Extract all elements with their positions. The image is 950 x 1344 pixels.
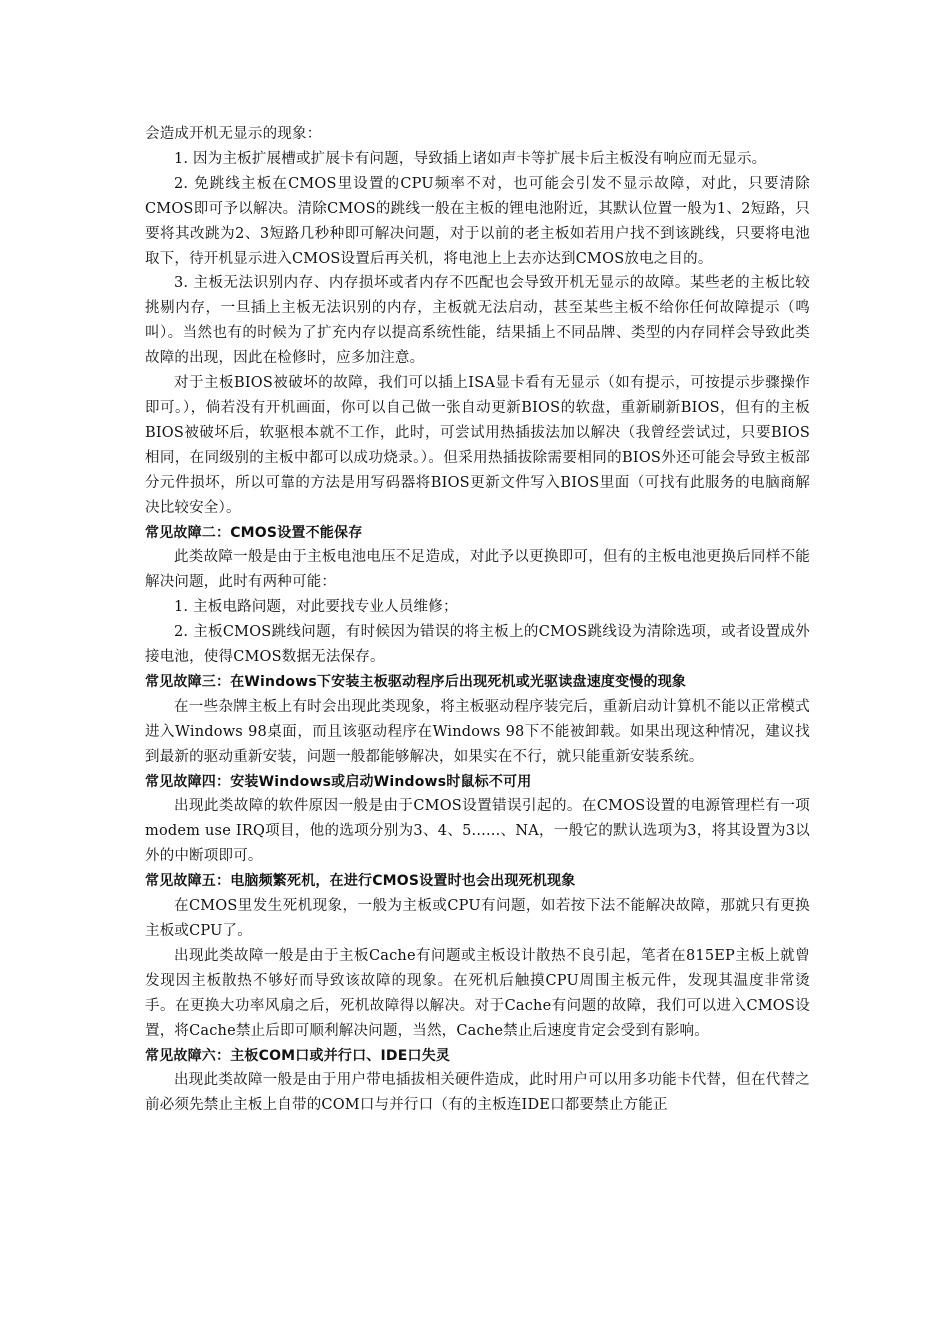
paragraph: 对于主板BIOS被破坏的故障，我们可以插上ISA显卡看有无显示（如有提示，可按提示步骤操作即可。），倘若没有开机画面，你可以自己做一张自动更新BIOS的软盘，重新刷新BIOS，但有的主板BIOS被破坏后，软驱根本就不工作，此时，可尝试用热插拔法加以解决（我曾经尝试过，只要BIOS相同，在同级别的主板中都可以成功烧录。）。但采用热插拔除需要相同的BIOS外还可能会导致主板部分元件损坏，所以可靠的方法是用写码器将BIOS更新文件写入BIOS里面（可找有此服务的电脑商解决比较安全）。 [145, 375, 810, 516]
paragraph: 出现此类故障一般是由于用户带电插拔相关硬件造成，此时用户可以用多功能卡代替，但在代替之前必须先禁止主板上自带的COM口与并行口（有的主板连IDE口都要禁止方能正 [145, 1072, 810, 1114]
paragraph: 在CMOS里发生死机现象，一般为主板或CPU有问题，如若按下法不能解决故障，那就只有更换主板或CPU了。 [145, 898, 810, 939]
paragraph: 会造成开机无显示的现象： [145, 126, 322, 142]
section-heading: 常见故障三：在Windows下安装主板驱动程序后出现死机或光驱读盘速度变慢的现象 [145, 673, 687, 690]
list-item: 2. 免跳线主板在CMOS里设置的CPU频率不对，也可能会引发不显示故障，对此，只要清除CMOS即可予以解决。清除CMOS的跳线一般在主板的锂电池附近，其默认位置一般为1、2短路，只要将其改跳为2、3短路几秒种即可解决问题，对于以前的老主板如若用户找不到该跳线，只要将电池取下，待开机显示进入CMOS设置后再关机，将电池上上去亦达到CMOS放电之目的。 [145, 175, 810, 267]
section-heading: 常见故障二：CMOS设置不能保存 [145, 524, 363, 541]
section-heading: 常见故障五：电脑频繁死机，在进行CMOS设置时也会出现死机现象 [145, 873, 576, 890]
paragraph: 在一些杂牌主板上有时会出现此类现象，将主板驱动程序装完后，重新启动计算机不能以正常模式进入Windows 98桌面，而且该驱动程序在Windows 98下不能被卸载。如果出现这种情况，建议找到最新的驱动重新安装，问题一般都能够解决，如果实在不行，就只能重新安装系统。 [145, 698, 810, 765]
list-item: 2. 主板CMOS跳线问题，有时候因为错误的将主板上的CMOS跳线设为清除选项，或者设置成外接电池，使得CMOS数据无法保存。 [145, 624, 810, 666]
paragraph: 出现此类故障一般是由于主板Cache有问题或主板设计散热不良引起，笔者在815EP主板上就曾发现因主板散热不够好而导致该故障的现象。在死机后触摸CPU周围主板元件，发现其温度非常烫手。在更换大功率风扇之后，死机故障得以解决。对于Cache有问题的故障，我们可以进入CMOS设置，将Cache禁止后即可顺利解决问题，当然，Cache禁止后速度肯定会受到有影响。 [145, 947, 810, 1039]
list-item: 3. 主板无法识别内存、内存损坏或者内存不匹配也会导致开机无显示的故障。某些老的主板比较挑剔内存，一旦插上主板无法识别的内存，主板就无法启动，甚至某些主板不给你任何故障提示（鸣叫）。当然也有的时候为了扩充内存以提高系统性能，结果插上不同品牌、类型的内存同样会导致此类故障的出现，因此在检修时，应多加注意。 [145, 275, 810, 367]
paragraph: 此类故障一般是由于主板电池电压不足造成，对此予以更换即可，但有的主板电池更换后同样不能解决问题，此时有两种可能： [145, 549, 810, 591]
section-heading: 常见故障六：主板COM口或并行口、IDE口失灵 [145, 1047, 451, 1064]
list-item: 1. 主板电路问题，对此要找专业人员维修； [174, 599, 458, 616]
paragraph: 出现此类故障的软件原因一般是由于CMOS设置错误引起的。在CMOS设置的电源管理栏有一项modem use IRQ项目，他的选项分别为3、4、5......、NA，一般它的默认选项为3，将其设置为3以外的中断项即可。 [145, 798, 810, 865]
list-item: 1. 因为主板扩展槽或扩展卡有问题，导致插上诸如声卡等扩展卡后主板没有响应而无显示。 [174, 150, 767, 167]
section-heading: 常见故障四：安装Windows或启动Windows时鼠标不可用 [145, 773, 532, 790]
document-body [145, 122, 810, 1118]
